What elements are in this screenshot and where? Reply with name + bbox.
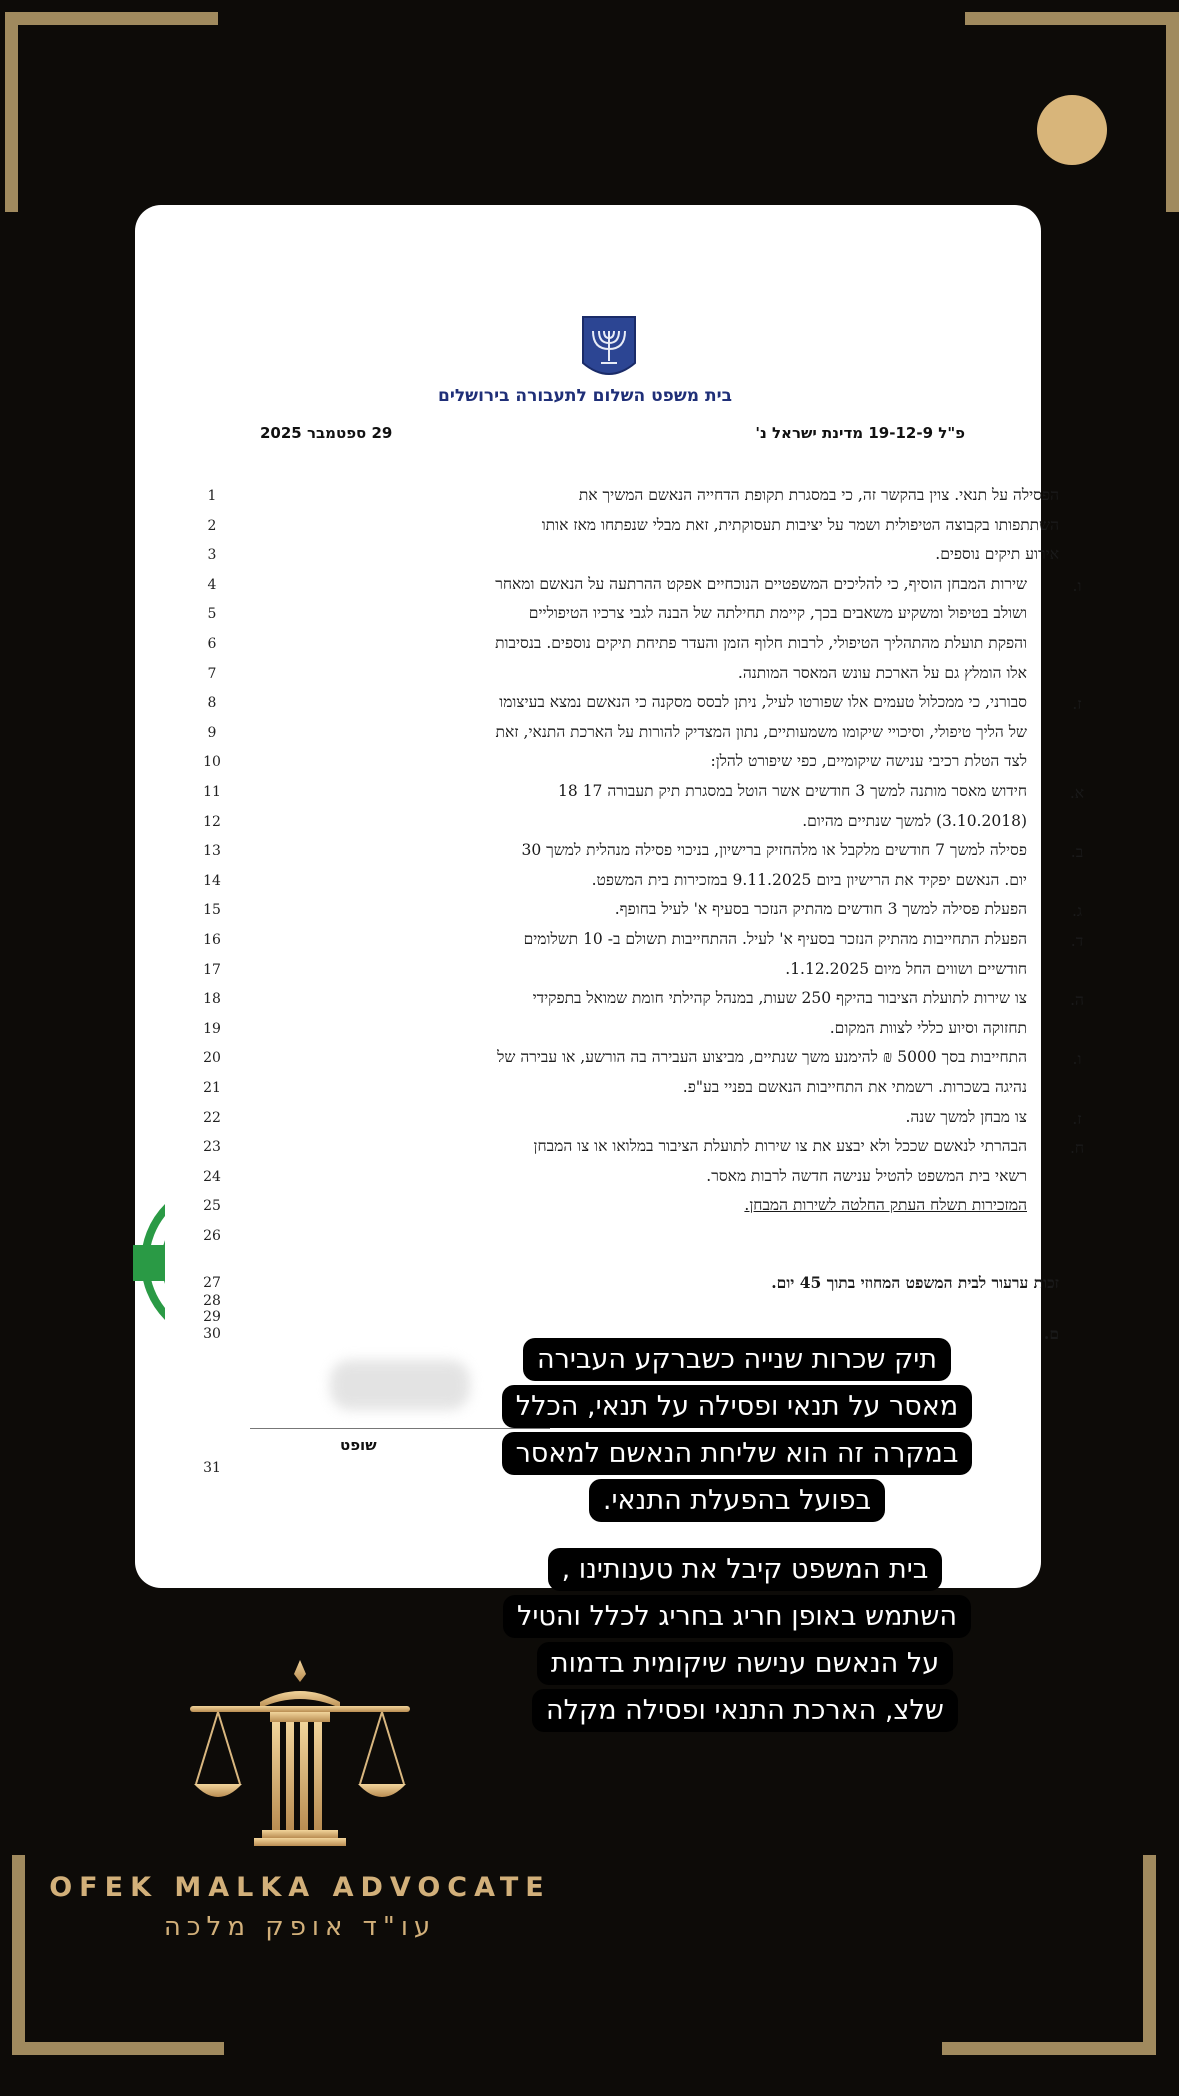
line-number: 30 — [203, 1326, 221, 1342]
list-marker: ה. — [1070, 991, 1084, 1010]
line-number: 3 — [207, 547, 217, 564]
caption-text: בית המשפט קיבל את טענותינו , — [548, 1548, 943, 1591]
line-number: 27 — [203, 1275, 221, 1291]
document-line-text: הבהרתי לנאשם שככל ולא יבצע את צו שירות לתועלת הציבור במלואו או צו המבחן — [533, 1137, 1027, 1156]
caption-text: השתמש באופן חריג בחריג לכלל והטיל — [503, 1595, 971, 1638]
caption-text: על הנאשם ענישה שיקומית בדמות — [537, 1642, 953, 1685]
caption-line — [477, 1479, 997, 1522]
list-marker: ו. — [1072, 1050, 1082, 1069]
list-marker: ו. — [1072, 576, 1082, 595]
line-number: 5 — [207, 606, 217, 623]
line-number: 13 — [203, 843, 221, 860]
document-line-text: ושולב בטיפול ומשקיע משאבים בכך, קיימת תחילתה של הבנה לגבי צרכיו הטיפוליים — [528, 604, 1027, 623]
caption-line — [477, 1595, 997, 1638]
document-line-text: הפעלת פסילה למשך 3 חודשים מהתיק הנזכר בסעיף א' לעיל בחופף. — [614, 900, 1027, 919]
line-number: 24 — [203, 1168, 221, 1185]
case-date: 29 ספטמבר 2025 — [260, 424, 393, 442]
line-number: 8 — [207, 695, 217, 712]
document-line-text: המזכירות תשלח העתק החלטה לשירות המבחן. — [744, 1196, 1027, 1215]
list-marker: ב. — [1070, 843, 1084, 862]
line-number: 6 — [207, 636, 217, 652]
judge-label: שופט — [340, 1436, 377, 1454]
line-number: 16 — [203, 932, 221, 948]
line-number: 22 — [203, 1109, 221, 1126]
line-number: 14 — [203, 872, 221, 889]
caption-line — [477, 1338, 997, 1381]
list-marker: א. — [1069, 784, 1085, 802]
caption-text: מאסר על תנאי ופסילה על תנאי, הכלל — [502, 1385, 972, 1428]
line-number-31: 31 — [203, 1460, 221, 1476]
line-number: 1 — [207, 488, 217, 504]
document-line-text: נהיגה בשכרות. רשמתי את התחייבות הנאשם בפניי בע"פ. — [682, 1078, 1027, 1096]
line-number: 7 — [207, 665, 217, 682]
document-line-text: התחייבות בסך 5000 ₪ להימנע משך שנתיים, מביצוע העבירה בה הורשע, או עבירה של — [497, 1048, 1027, 1067]
document-line-text: אלו הומלץ גם על הארכת עונש המאסר המותנה. — [737, 663, 1027, 682]
list-marker: ז. — [1072, 695, 1082, 714]
document-line-text: הפסילה על תנאי. צוין בהקשר זה, כי במסגרת תקופת הדחייה הנאשם המשיך את — [578, 486, 1059, 504]
document-line-text: סבורני, כי ממכלול טעמים אלו שפורטו לעיל, ניתן לבסס מסקנה כי הנאשם נמצא בעיצומו — [499, 693, 1027, 712]
caption-text: שלצ, הארכת התנאי ופסילה מקלה — [532, 1689, 958, 1732]
green-stamp-icon — [133, 1175, 165, 1350]
line-number: 29 — [203, 1309, 221, 1325]
case-number: פ"ל 19-12-9 מדינת ישראל נ' — [755, 424, 965, 442]
document-line-text: יום. הנאשם יפקיד את הרישיון ביום 9.11.2025 במזכירות בית המשפט. — [591, 870, 1027, 889]
caption-line — [500, 1548, 990, 1591]
line-number: 25 — [203, 1198, 221, 1215]
list-marker: ח. — [1069, 1139, 1085, 1158]
brand-name-en: OFEK MALKA ADVOCATE — [49, 1872, 551, 1903]
line-number: 12 — [203, 813, 221, 830]
document-line-text: (3.10.2018) למשך שנתיים מהיום. — [802, 811, 1027, 830]
line-number: 10 — [203, 754, 221, 771]
document-line-text: צו מבחן למשך שנה. — [905, 1107, 1027, 1126]
signature-line — [250, 1428, 550, 1429]
document-line-text: זכות ערעור לבית המשפט המחוזי בתוך 45 יום. — [771, 1273, 1059, 1292]
line-number: 4 — [207, 576, 217, 593]
document-line-text: לצד הטלת רכיבי ענישה שיקומיים, כפי שיפורט להלן: — [710, 752, 1027, 771]
signature-blurred — [330, 1360, 470, 1410]
document-line-text: שירות המבחן הוסיף, כי להליכים המשפטיים הנוכחיים אפקט ההרתעה על הנאשם ומאחר — [495, 574, 1027, 593]
document-line-text: פסילה למשך 7 חודשים מלקבל או מלהחזיק ברישיון, בניכוי פסילה מנהלית למשך 30 — [521, 841, 1027, 860]
caption-line — [477, 1385, 997, 1428]
line-number: 9 — [207, 724, 217, 741]
line-number: 23 — [203, 1139, 221, 1156]
document-line-text: תחזוקה וסיוע כללי לצוות המקום. — [829, 1018, 1027, 1037]
caption-text: בפועל בהפעלת התנאי. — [589, 1479, 885, 1522]
list-marker: ז. — [1072, 1109, 1082, 1128]
line-number: 11 — [203, 784, 221, 800]
brand-name-he: עו"ד אופק מלכה — [163, 1912, 437, 1942]
list-marker: ד. — [1070, 932, 1084, 950]
caption-line — [477, 1432, 997, 1475]
document-line-text: ם. — [1043, 1324, 1059, 1343]
scales-of-justice-logo-icon — [190, 1660, 410, 1850]
line-number: 20 — [203, 1050, 221, 1067]
line-number: 17 — [203, 961, 221, 978]
caption-line — [500, 1642, 990, 1685]
document-line-text: צו שירות לתועלת הציבור בהיקף 250 שעות, במנהל קהילתי חומת שמואל בתפקידי — [532, 989, 1027, 1008]
document-line-text: הפעלת התחייבות מהתיק הנזכר בסעיף א' לעיל. ההתחייבות תשולם ב- 10 תשלומים — [523, 930, 1027, 948]
line-number: 21 — [203, 1080, 221, 1096]
caption-text: במקרה זה הוא שליחת הנאשם למאסר — [502, 1432, 973, 1475]
line-number: 2 — [207, 517, 217, 534]
document-line-text: והפקת תועלת מהתהליך הטיפולי, לרבות חלוף הזמן והעדר פתיחת תיקים נוספים. בנסיבות — [495, 634, 1027, 652]
document-line-text: חידוש מאסר מותנה למשך 3 חודשים אשר הוטל במסגרת תיק תעבורה 17 18 — [558, 782, 1027, 800]
line-number: 28 — [203, 1293, 221, 1309]
line-number: 19 — [203, 1020, 221, 1037]
line-number: 18 — [203, 991, 221, 1008]
list-marker: ג. — [1071, 902, 1083, 921]
document-line-text: חודשיים ושווים החל מיום 1.12.2025. — [785, 959, 1027, 978]
document-line-text: השתתפותו בקבוצה הטיפולית ושמר על יציבות תעסוקתית, זאת מבלי שנפתחו מאז אותו — [541, 515, 1059, 534]
line-number: 15 — [203, 902, 221, 919]
document-line-text: של הליך טיפולי, וסיכויי שיקומו משמעותיים, נתון המצדיק להורות על הארכת התנאי, זאת — [495, 722, 1027, 741]
document-line-text: אירוע תיקים נוספים. — [935, 545, 1059, 564]
caption-text: תיק שכרות שנייה כשברקע העבירה — [523, 1338, 951, 1381]
line-number: 26 — [203, 1228, 221, 1244]
caption-line — [500, 1689, 990, 1732]
court-name: בית משפט השלום לתעבורה בירושלים — [438, 386, 732, 406]
document-line-text: רשאי בית המשפט להטיל ענישה חדשה לרבות מאסר. — [706, 1166, 1027, 1185]
